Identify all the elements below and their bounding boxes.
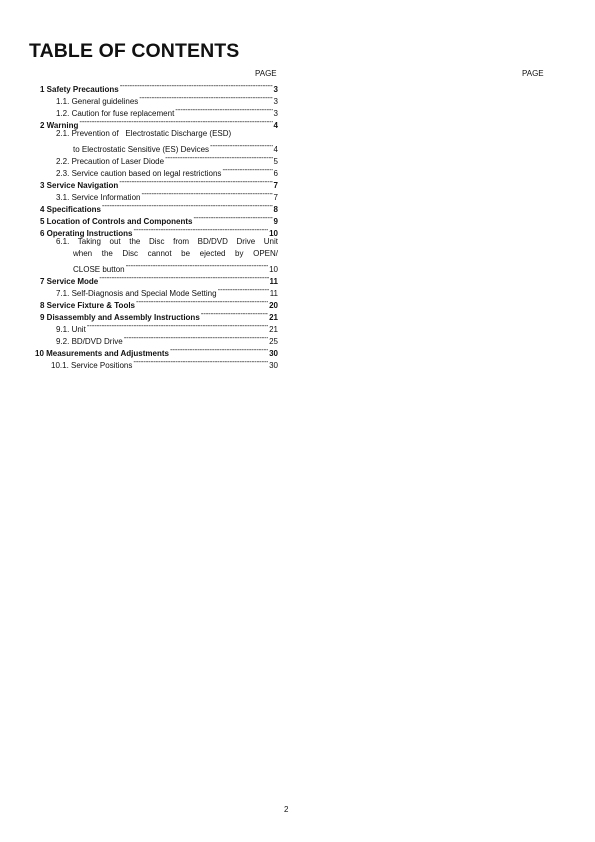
toc-entry-label: 9 Disassembly and Assembly Instructions: [40, 313, 200, 322]
toc-entry-page: 10: [269, 265, 278, 274]
leader-dots: [139, 92, 272, 104]
toc-entry-page: 6: [273, 169, 278, 178]
leader-dots: [133, 224, 268, 236]
toc-entry-2-1-line1[interactable]: [40, 128, 278, 140]
leader-dots: [141, 188, 272, 200]
toc-entry-label: 1.1. General guidelines: [56, 97, 139, 106]
leader-dots: [175, 104, 272, 116]
page-title: TABLE OF CONTENTS: [29, 40, 240, 62]
toc-entry-page: 11: [269, 277, 278, 286]
toc-entry-label: 10 Measurements and Adjustments: [35, 349, 169, 358]
leader-dots: [120, 80, 273, 92]
leader-dots: [165, 152, 272, 164]
leader-dots: [133, 356, 268, 368]
toc-entry-label: to Electrostatic Sensitive (ES) Devices: [73, 145, 210, 154]
leader-dots: [193, 212, 272, 224]
page-number: 2: [284, 805, 289, 814]
leader-dots: [126, 260, 269, 272]
toc-entry-label: 8 Service Fixture & Tools: [40, 301, 135, 310]
leader-dots: [170, 344, 268, 356]
toc-entry-label: 1.2. Caution for fuse replacement: [56, 109, 175, 118]
toc-entry-2-1-line2[interactable]: [40, 140, 278, 152]
table-of-contents: [35, 80, 278, 370]
toc-entry-label: 10.1. Service Positions: [51, 361, 133, 370]
toc-entry-label: 3 Service Navigation: [40, 181, 119, 190]
toc-entry-label: CLOSE button: [73, 265, 125, 274]
toc-entry-label: 2.3. Service caution based on legal restrictions: [56, 169, 222, 178]
leader-dots: [79, 116, 272, 128]
toc-entry-page: 8: [273, 205, 278, 214]
toc-entry-label: 3.1. Service Information: [56, 193, 141, 202]
toc-entry-label: 7.1. Self-Diagnosis and Special Mode Setting: [56, 289, 217, 298]
toc-entry-label: 5 Location of Controls and Components: [40, 217, 193, 226]
toc-entry-label: 4 Specifications: [40, 205, 101, 214]
leader-dots: [99, 272, 268, 284]
toc-entry-page: 30: [269, 361, 278, 370]
toc-entry-page: 5: [273, 157, 278, 166]
toc-entry-6-1-line1[interactable]: [40, 236, 278, 248]
toc-entry-label: 1 Safety Precautions: [40, 85, 119, 94]
toc-entry-6-1-line3[interactable]: [40, 260, 278, 272]
leader-dots: [210, 140, 273, 152]
leader-dots: [87, 320, 268, 332]
page-column-header-left: PAGE: [255, 69, 277, 78]
toc-entry-label: 9.2. BD/DVD Drive: [56, 337, 123, 346]
toc-entry-page: 10: [269, 229, 278, 238]
toc-entry-page: 4: [273, 145, 278, 154]
toc-entry-1[interactable]: [40, 80, 278, 92]
toc-entry-page: 21: [269, 325, 278, 334]
toc-entry-label: 2 Warning: [40, 121, 79, 130]
leader-dots: [201, 308, 268, 320]
toc-entry-label: when the Disc cannot be ejected by OPEN/: [73, 249, 278, 258]
toc-entry-page: 7: [273, 193, 278, 202]
page-column-header-right: PAGE: [522, 69, 544, 78]
toc-entry-label: 9.1. Unit: [56, 325, 86, 334]
leader-dots: [136, 296, 268, 308]
toc-entry-label: 6.1. Taking out the Disc from BD/DVD Drive Unit: [56, 237, 278, 246]
toc-entry-page: 11: [269, 289, 278, 298]
toc-entry-page: 9: [273, 217, 278, 226]
toc-entry-page: 3: [273, 85, 278, 94]
toc-entry-page: 7: [273, 181, 278, 190]
leader-dots: [218, 284, 269, 296]
toc-entry-page: 3: [273, 109, 278, 118]
leader-dots: [124, 332, 268, 344]
toc-entry-label: 6 Operating Instructions: [40, 229, 133, 238]
toc-entry-page: 3: [273, 97, 278, 106]
toc-entry-6-1-line2[interactable]: [40, 248, 278, 260]
leader-dots: [102, 200, 273, 212]
toc-entry-page: 20: [269, 301, 278, 310]
leader-dots: [222, 164, 272, 176]
leader-dots: [119, 176, 272, 188]
toc-entry-page: 4: [273, 121, 278, 130]
toc-entry-label: 7 Service Mode: [40, 277, 99, 286]
toc-entry-page: 30: [269, 349, 278, 358]
toc-entry-page: 21: [269, 313, 278, 322]
toc-entry-page: 25: [269, 337, 278, 346]
toc-entry-label: 2.1. Prevention of Electrostatic Discharge (ESD): [56, 129, 232, 138]
toc-entry-label: 2.2. Precaution of Laser Diode: [56, 157, 165, 166]
